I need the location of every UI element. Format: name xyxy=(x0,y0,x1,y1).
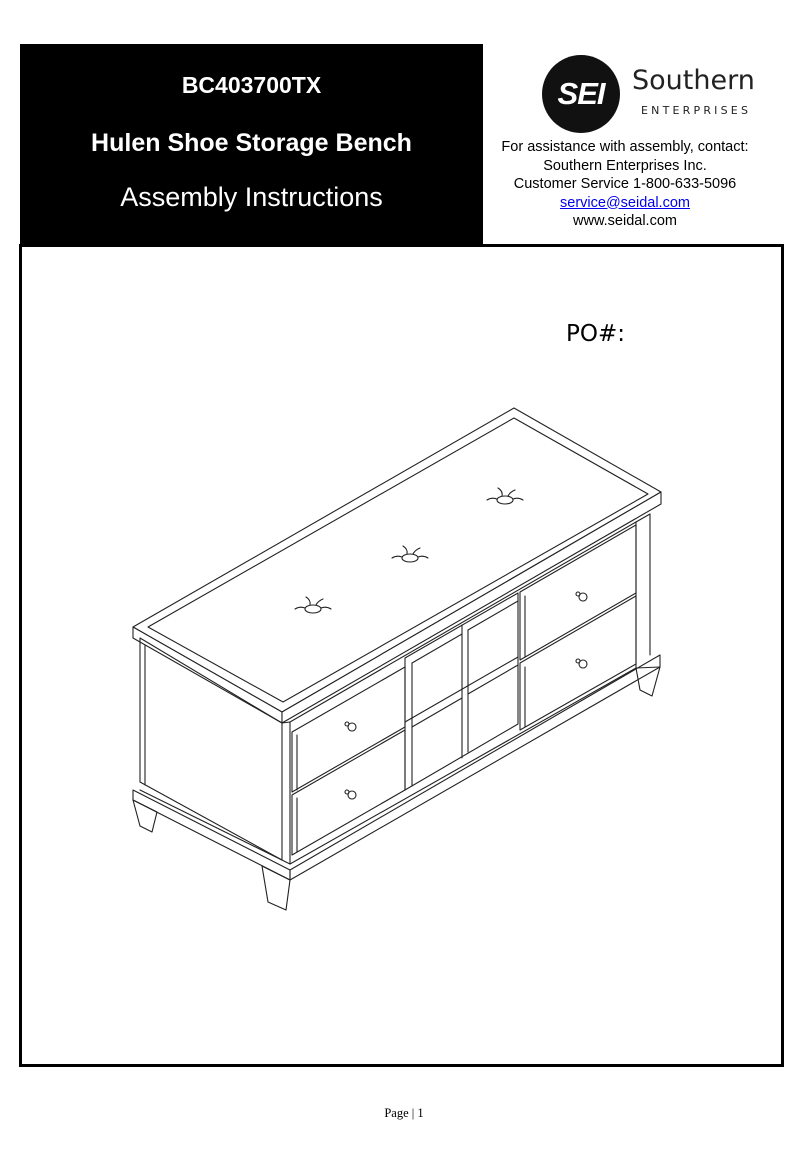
contact-line-company: Southern Enterprises Inc. xyxy=(543,157,707,174)
contact-email-link[interactable]: service@seidal.com xyxy=(560,194,690,211)
po-label: PO#: xyxy=(566,321,625,347)
contact-line-assistance: For assistance with assembly, contact: xyxy=(501,139,749,155)
page-number: Page | 1 xyxy=(384,1106,424,1120)
document-type: Assembly Instructions xyxy=(120,182,383,212)
logo-subname: ENTERPRISES xyxy=(641,104,752,117)
contact-info xyxy=(494,138,756,231)
logo-name: Southern xyxy=(632,65,755,96)
contact-website: www.seidal.com xyxy=(573,213,677,229)
product-name: Hulen Shoe Storage Bench xyxy=(91,129,412,157)
contact-line-phone: Customer Service 1-800-633-5096 xyxy=(513,176,737,192)
title-block xyxy=(20,44,483,246)
model-number: BC403700TX xyxy=(181,72,322,98)
sei-logo-mark: SEI xyxy=(542,55,620,133)
storage-bench-drawing xyxy=(120,400,680,920)
company-logo xyxy=(542,55,772,127)
